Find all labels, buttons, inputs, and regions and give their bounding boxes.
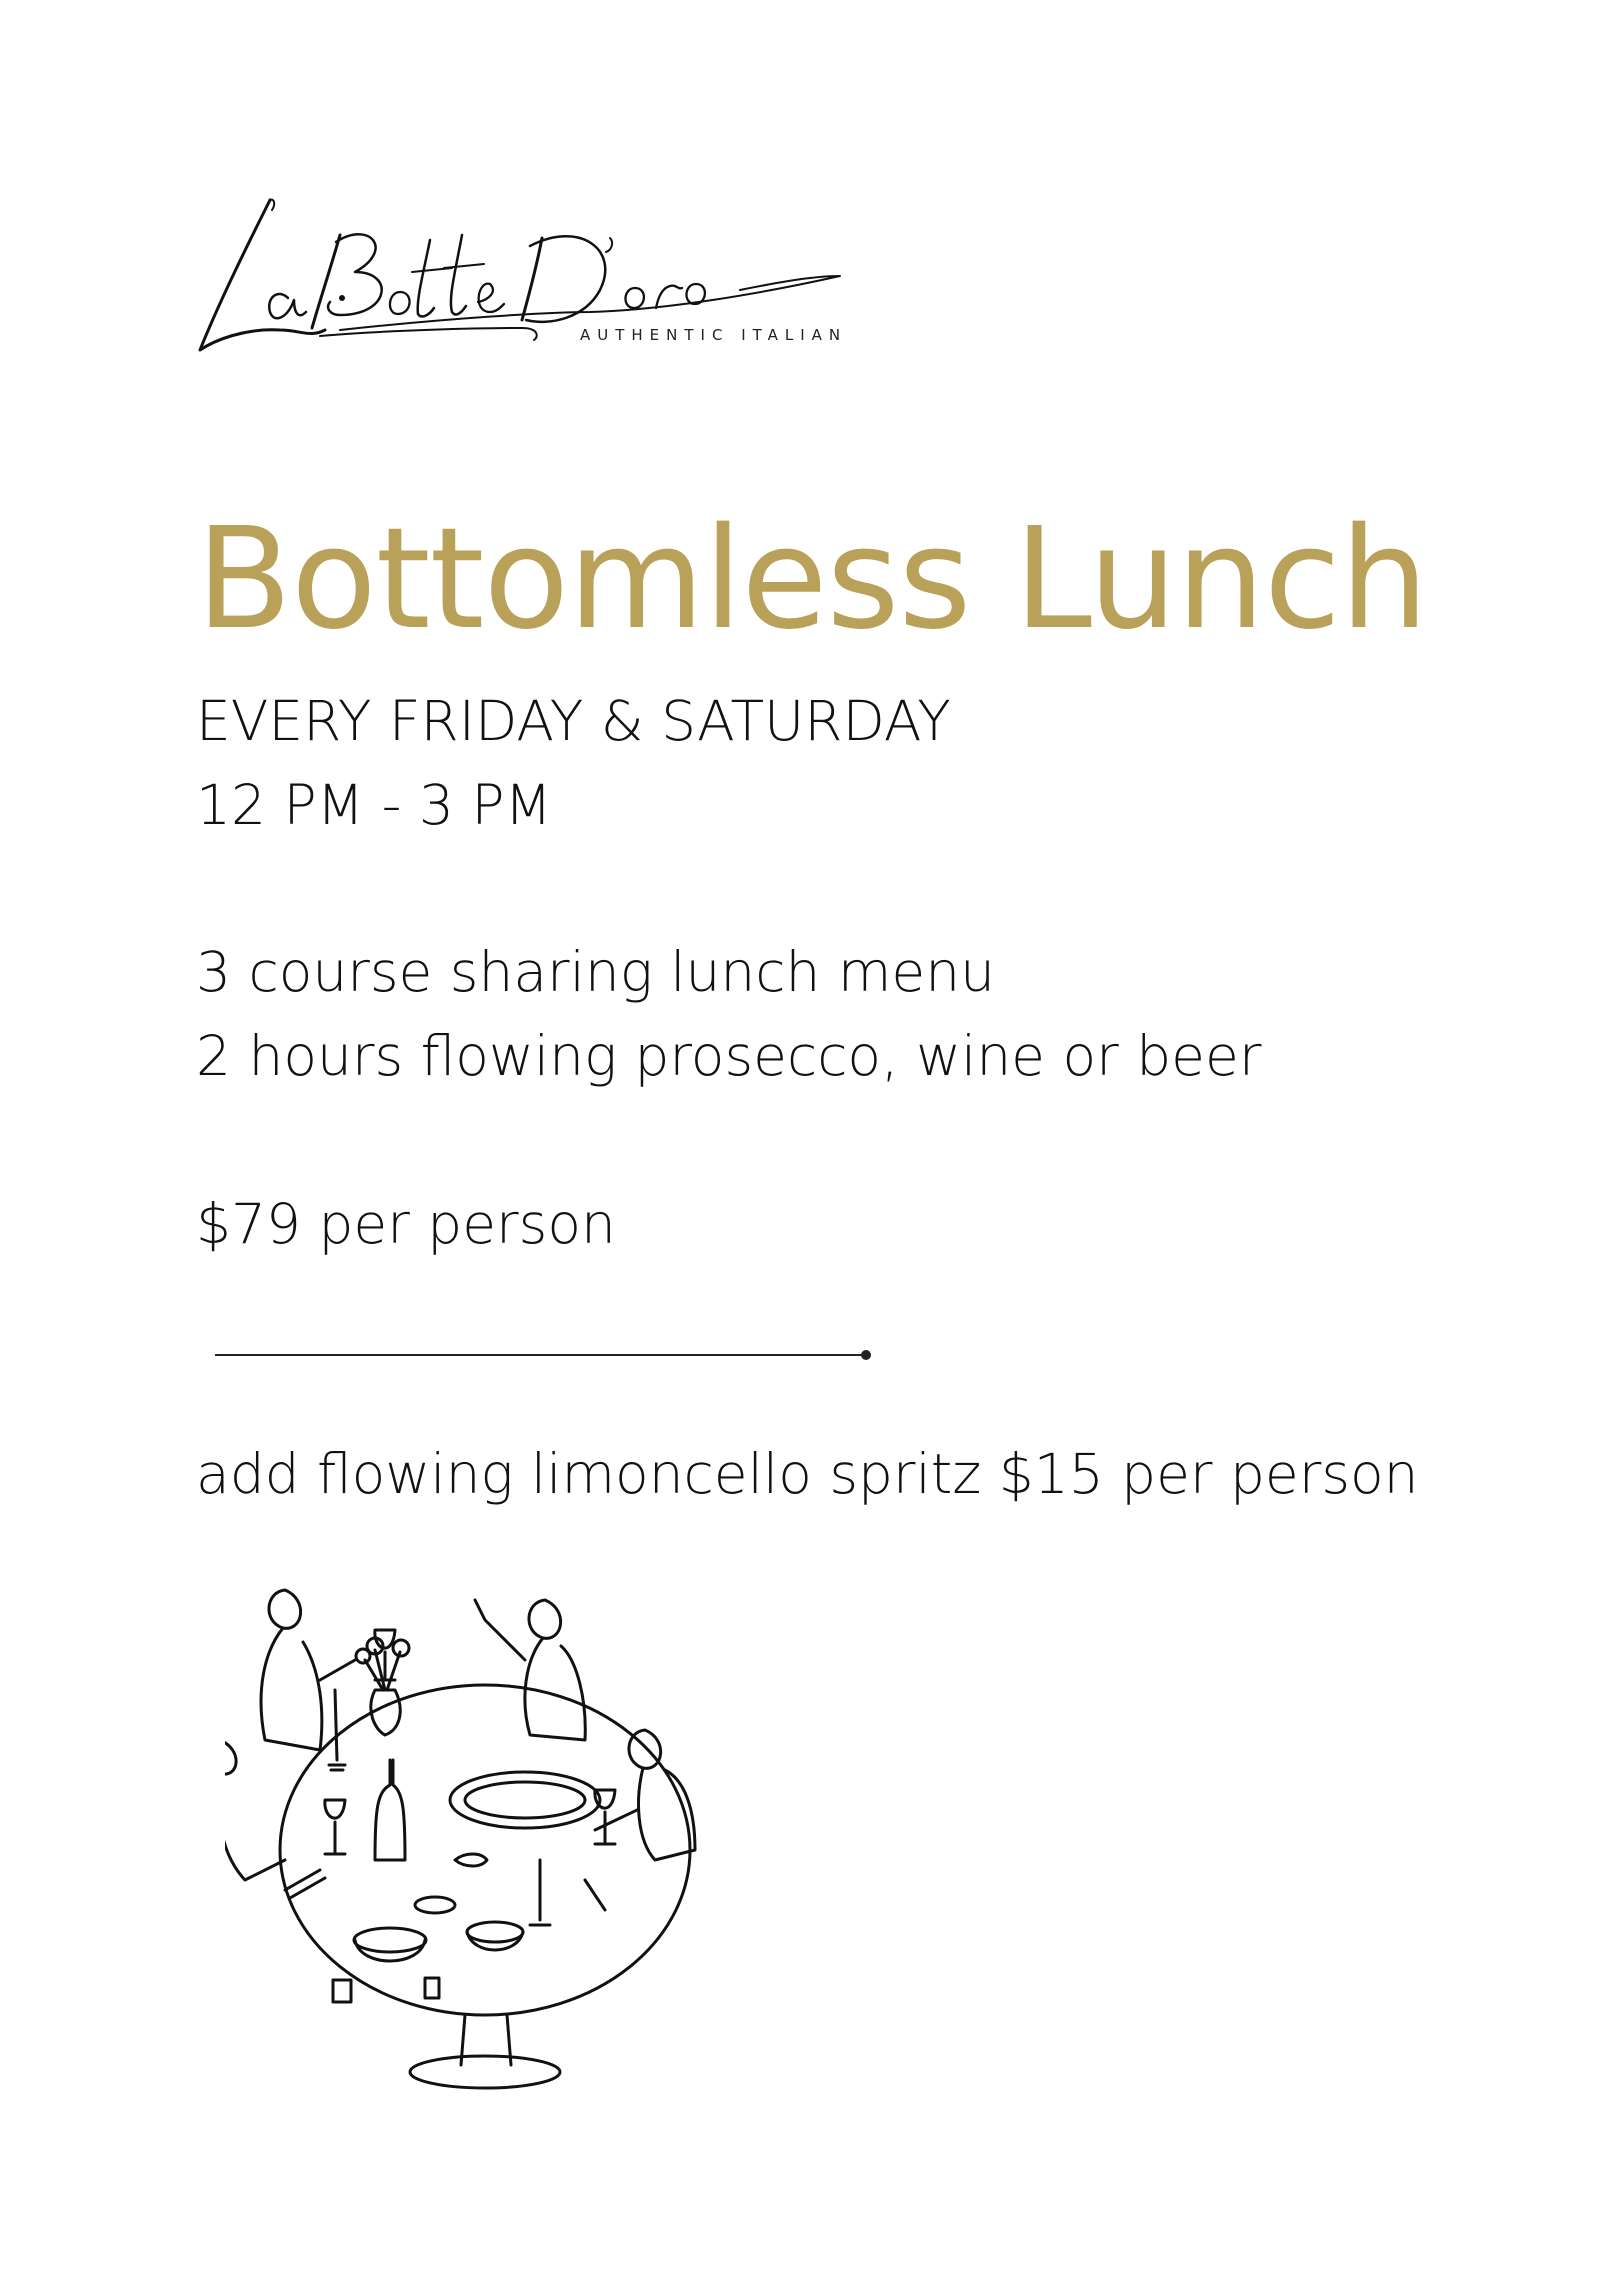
divider-dot [861, 1350, 871, 1360]
addon-offer: add flowing limoncello spritz $15 per person [196, 1442, 1419, 1506]
offer-menu-line: 3 course sharing lunch menu [196, 940, 995, 1004]
brand-tagline: AUTHENTIC ITALIAN [580, 326, 848, 344]
brand-logo [190, 180, 850, 360]
dining-table-illustration [225, 1560, 725, 2100]
offer-drinks-line: 2 hours flowing prosecco, wine or beer [196, 1024, 1262, 1088]
divider-line [215, 1354, 867, 1356]
page-title: Bottomless Lunch [196, 498, 1428, 661]
schedule-hours: 12 PM - 3 PM [196, 773, 552, 837]
offer-price: $79 per person [196, 1192, 616, 1256]
schedule-days: EVERY FRIDAY & SATURDAY [196, 689, 951, 753]
